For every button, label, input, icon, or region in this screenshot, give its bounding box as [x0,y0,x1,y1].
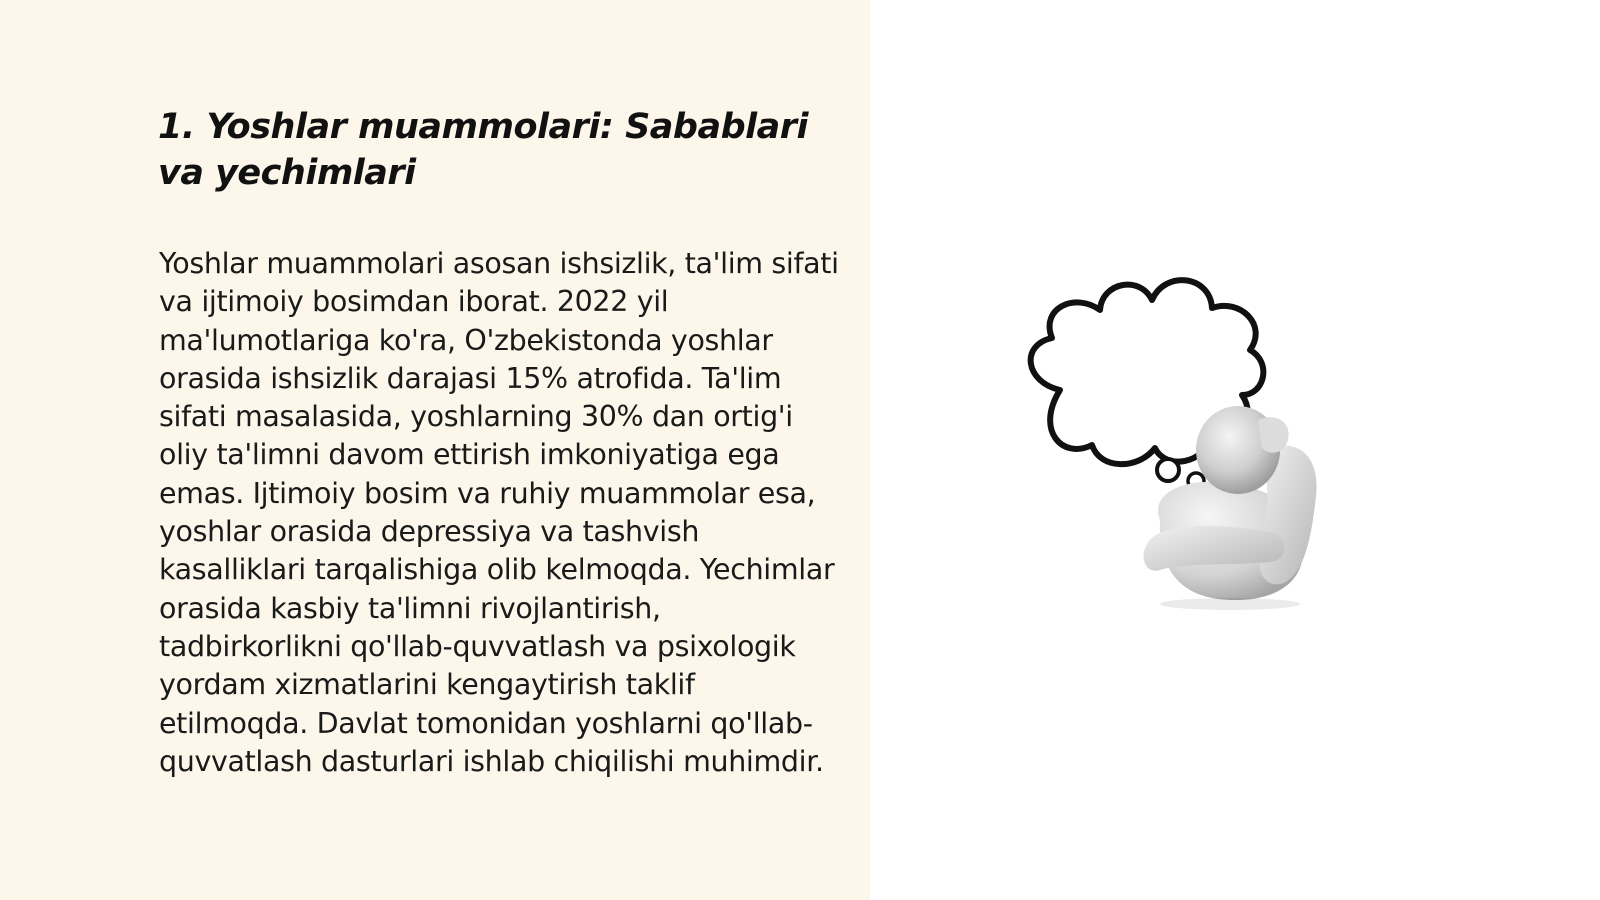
slide-title: 1. Yoshlar muammolari: Sabablari va yechimlari [158,107,808,193]
thought-dot-large [1157,459,1179,481]
thinking-person-icon [1020,270,1350,620]
slide-body-text: Yoshlar muammolari asosan ishsizlik, ta'lim sifati va ijtimoiy bosimdan iborat. 2022 yil ma'lumotlariga ko'ra, O'zbekistonda yoshlar orasida ishsizlik darajasi 15% atrofida. Ta'lim sifati masalasida, yoshlarning 30% dan ortig'i oliy ta'limni davom ettirish imkoniyatiga ega emas. Ijtimoiy bosim va ruhiy muammolar esa, yoshlar orasida depressiya va tashvish kasalliklari tarqalishiga olib kelmoqda. Yechimlar orasida kasbiy ta'limni rivojlantirish, tadbirkorlikni qo'llab-quvvatlash va psixologik yordam xizmatlarini kengaytirish taklif etilmoqda. Davlat tomonidan yoshlarni qo'llab-quvvatlash dasturlari ishlab chiqilishi muhimdir. [159,247,839,778]
